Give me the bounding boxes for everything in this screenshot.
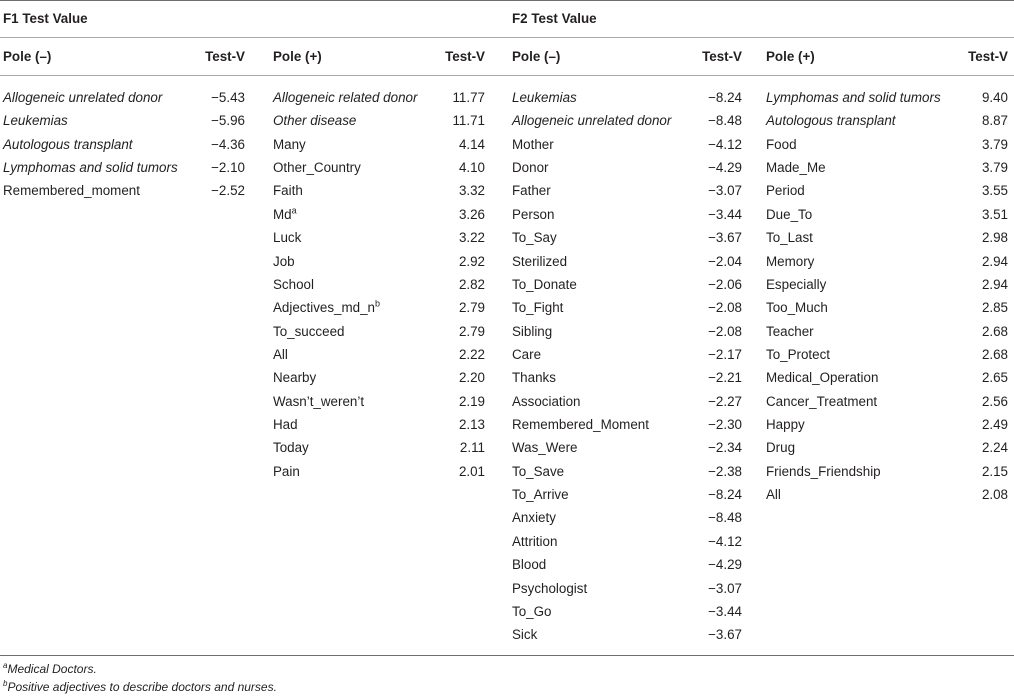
term-cell (512, 416, 702, 439)
test-value-cell: −4.36 (211, 136, 245, 152)
f2-neg-value-column (697, 89, 742, 650)
test-value-cell: 2.20 (458, 370, 485, 386)
test-value-cell: −3.07 (708, 183, 742, 199)
term-cell (273, 253, 448, 276)
term-text: Lymphomas and solid tumors (3, 160, 178, 176)
term-text: Cancer_Treatment (766, 393, 878, 409)
test-value-cell: −2.06 (708, 276, 742, 292)
term-text: Sibling (512, 323, 553, 339)
term-text: Today (273, 440, 309, 456)
term-cell (766, 486, 961, 509)
term-cell (273, 346, 448, 369)
term-cell (512, 182, 702, 205)
test-value-cell: −8.48 (708, 113, 742, 129)
term-cell (273, 299, 448, 322)
term-text: To_Go (512, 603, 552, 619)
test-value-cell: 3.26 (458, 206, 485, 222)
term-text: School (273, 276, 314, 292)
test-value-cell: 2.08 (981, 487, 1008, 503)
term-cell (766, 253, 961, 276)
term-cell (273, 112, 448, 135)
term-cell (766, 276, 961, 299)
test-value-cell: 3.22 (458, 230, 485, 246)
test-value-cell: 9.40 (981, 90, 1008, 105)
table-bottom-rule (0, 655, 1014, 656)
term-text: Many (273, 136, 306, 152)
term-text: To_Say (512, 230, 557, 246)
term-cell (273, 439, 448, 462)
term-cell (512, 206, 702, 229)
term-cell (512, 136, 702, 159)
f2-neg-term-column (512, 89, 702, 650)
term-text: Luck (273, 230, 302, 246)
term-cell (512, 89, 702, 112)
term-text: Person (512, 206, 555, 222)
term-cell (273, 416, 448, 439)
term-cell (512, 463, 702, 486)
term-cell (512, 299, 702, 322)
term-cell (3, 159, 198, 182)
f1-header-pole-pos: Pole (+) (273, 49, 322, 64)
test-value-cell: −8.24 (708, 90, 742, 105)
f2-header-pole-pos: Pole (+) (766, 49, 815, 64)
term-text: Nearby (273, 370, 317, 386)
term-cell (512, 580, 702, 603)
term-cell (766, 206, 961, 229)
test-value-cell: −5.43 (211, 90, 245, 105)
footnote-b (3, 680, 277, 694)
test-value-cell: −2.34 (708, 440, 742, 456)
test-value-cell: 3.79 (981, 160, 1008, 176)
term-text: Pain (273, 463, 300, 479)
test-value-cell: 2.56 (981, 393, 1008, 409)
test-value-cell: 11.77 (452, 90, 485, 105)
term-text: Allogeneic unrelated donor (3, 90, 163, 105)
test-value-cell: 2.92 (458, 253, 485, 269)
term-text: Remembered_Moment (512, 417, 649, 433)
test-value-cell: 4.10 (458, 160, 485, 176)
term-cell (766, 112, 961, 135)
test-value-cell: −2.08 (708, 300, 742, 316)
test-value-cell: 2.01 (458, 463, 485, 479)
footnote-mark: b (3, 679, 8, 688)
test-value-cell: 2.11 (459, 440, 485, 456)
footnote-text: Positive adjectives to describe doctors and nurses. (7, 680, 277, 694)
f1-neg-value-column (200, 89, 245, 206)
term-text: Wasn’t_weren’t (273, 393, 365, 409)
term-cell (766, 439, 961, 462)
term-cell (273, 323, 448, 346)
test-value-cell: −4.29 (708, 557, 742, 573)
term-cell (766, 89, 961, 112)
term-text: Autologous transplant (3, 136, 133, 152)
term-text: Mother (512, 136, 554, 152)
term-text: Blood (512, 557, 547, 573)
test-value-cell: 2.13 (458, 417, 485, 433)
f1-pos-value-column (440, 89, 485, 486)
term-text: To_Last (766, 230, 813, 246)
term-text: Medical_Operation (766, 370, 879, 386)
term-cell (766, 369, 961, 392)
term-cell (512, 276, 702, 299)
footnote-text: Medical Doctors. (7, 662, 97, 676)
term-text: Anxiety (512, 510, 556, 526)
test-value-cell: −3.44 (708, 206, 742, 222)
term-cell (512, 556, 702, 579)
test-value-cell: −2.10 (211, 160, 245, 176)
test-value-cell: 2.24 (981, 440, 1008, 456)
test-value-cell: 2.49 (981, 417, 1008, 433)
test-value-cell: −5.96 (211, 113, 245, 129)
term-text: Thanks (512, 370, 556, 386)
term-text: Faith (273, 183, 303, 199)
term-cell (512, 533, 702, 556)
test-value-cell: −3.07 (708, 580, 742, 596)
term-text: Memory (766, 253, 815, 269)
test-value-cell: −2.27 (708, 393, 742, 409)
test-value-cell: 2.85 (981, 300, 1008, 316)
test-value-cell: 2.22 (458, 346, 485, 362)
term-text: Teacher (766, 323, 814, 339)
term-cell (512, 323, 702, 346)
term-cell (766, 323, 961, 346)
term-cell (273, 89, 448, 112)
term-cell (766, 229, 961, 252)
term-text: Happy (766, 417, 805, 433)
footnote-a (3, 662, 97, 676)
term-cell (766, 416, 961, 439)
f1-neg-term-column (3, 89, 198, 206)
test-value-cell: −2.08 (708, 323, 742, 339)
term-text: Donor (512, 160, 549, 176)
term-cell (273, 369, 448, 392)
test-value-cell: 3.32 (458, 183, 485, 199)
test-value-cell: 3.55 (981, 183, 1008, 199)
term-cell (273, 393, 448, 416)
term-text: Other disease (273, 113, 357, 129)
test-value-cell: −2.38 (708, 463, 742, 479)
term-text: Sterilized (512, 253, 568, 269)
term-text: Food (766, 136, 797, 152)
header-rule (0, 75, 1014, 76)
test-value-cell: 2.94 (981, 253, 1008, 269)
test-value-cell: −4.29 (708, 160, 742, 176)
term-text: To_Save (512, 463, 565, 479)
group-header-f2: F2 Test Value (512, 11, 597, 26)
test-value-cell: 4.14 (458, 136, 485, 152)
term-text: Especially (766, 276, 827, 292)
term-cell (3, 136, 198, 159)
f2-header-test-v-pos: Test-V (968, 49, 1008, 64)
term-text: To_Arrive (512, 487, 569, 503)
term-cell (512, 509, 702, 532)
term-text: Lymphomas and solid tumors (766, 90, 941, 105)
term-cell (273, 276, 448, 299)
group-rule (0, 37, 1014, 38)
test-value-cell: 2.68 (981, 323, 1008, 339)
term-text: Job (273, 253, 295, 269)
footnote-mark: a (291, 205, 297, 216)
test-value-cell: −2.52 (211, 183, 245, 199)
term-cell (273, 229, 448, 252)
term-cell (273, 136, 448, 159)
term-cell (766, 136, 961, 159)
f2-pos-value-column (963, 89, 1008, 509)
term-text: Care (512, 346, 542, 362)
term-cell (512, 393, 702, 416)
term-cell (766, 463, 961, 486)
test-value-cell: −4.12 (708, 533, 742, 549)
term-cell (512, 626, 702, 649)
term-text: Allogeneic related donor (273, 90, 418, 105)
group-header-f1: F1 Test Value (3, 11, 88, 26)
term-cell (766, 299, 961, 322)
term-cell (766, 182, 961, 205)
term-cell (512, 159, 702, 182)
test-value-cell: 3.51 (981, 206, 1008, 222)
term-cell (273, 206, 448, 229)
term-text: Period (766, 183, 805, 199)
term-cell (766, 346, 961, 369)
term-cell (3, 182, 198, 205)
f1-header-test-v-neg: Test-V (205, 49, 245, 64)
term-cell (273, 159, 448, 182)
term-text: Friends_Friendship (766, 463, 881, 479)
f1-header-pole-neg: Pole (–) (3, 49, 52, 64)
term-text: Father (512, 183, 551, 199)
term-text: All (273, 346, 288, 362)
term-text: Leukemias (3, 113, 68, 129)
term-cell (766, 393, 961, 416)
term-cell (512, 112, 702, 135)
term-cell (273, 463, 448, 486)
test-value-cell: 2.68 (981, 346, 1008, 362)
term-text: Md (273, 206, 292, 222)
f2-header-test-v-neg: Test-V (702, 49, 742, 64)
term-text: Remembered_moment (3, 183, 140, 199)
test-value-cell: 8.87 (981, 113, 1008, 129)
term-cell (512, 369, 702, 392)
term-text: All (766, 487, 781, 503)
term-cell (273, 182, 448, 205)
term-text: Association (512, 393, 581, 409)
test-value-cell: 2.94 (981, 276, 1008, 292)
footnote-mark: b (374, 298, 380, 309)
term-cell (512, 346, 702, 369)
term-cell (512, 229, 702, 252)
term-text: Had (273, 417, 298, 433)
test-value-cell: 2.79 (458, 323, 485, 339)
term-text: Drug (766, 440, 796, 456)
term-cell (512, 603, 702, 626)
term-cell (512, 439, 702, 462)
term-cell (766, 159, 961, 182)
test-value-cell: −8.24 (708, 487, 742, 503)
term-text: Other_Country (273, 160, 361, 176)
test-value-cell: −2.04 (708, 253, 742, 269)
term-text: Too_Much (766, 300, 828, 316)
test-value-cell: 2.98 (981, 230, 1008, 246)
term-text: Made_Me (766, 160, 826, 176)
test-value-cell: 2.79 (458, 300, 485, 316)
term-text: Attrition (512, 533, 558, 549)
term-cell (512, 253, 702, 276)
f1-pos-term-column (273, 89, 448, 486)
test-value-cell: 2.19 (458, 393, 485, 409)
test-value-cell: 2.82 (458, 276, 485, 292)
term-text: Allogeneic unrelated donor (512, 113, 672, 129)
f2-pos-term-column (766, 89, 961, 509)
test-value-cell: −3.44 (708, 603, 742, 619)
term-text: Adjectives_md_n (273, 300, 375, 316)
test-value-cell: 11.71 (452, 113, 485, 129)
term-text: To_Donate (512, 276, 577, 292)
test-value-cell: 3.79 (981, 136, 1008, 152)
test-value-cell: −2.21 (708, 370, 742, 386)
term-text: To_Protect (766, 346, 831, 362)
term-text: Was_Were (512, 440, 578, 456)
term-text: To_succeed (273, 323, 345, 339)
test-value-cell: −2.17 (708, 346, 742, 362)
f2-header-pole-neg: Pole (–) (512, 49, 561, 64)
term-text: Leukemias (512, 90, 577, 105)
term-text: Sick (512, 627, 538, 643)
term-text: Due_To (766, 206, 813, 222)
term-text: To_Fight (512, 300, 564, 316)
table-top-rule (0, 0, 1014, 1)
f1-header-test-v-pos: Test-V (445, 49, 485, 64)
test-value-cell: −2.30 (708, 417, 742, 433)
test-value-cell: −8.48 (708, 510, 742, 526)
term-cell (3, 112, 198, 135)
test-value-cell: −4.12 (708, 136, 742, 152)
test-value-cell: −3.67 (708, 627, 742, 643)
term-text: Psychologist (512, 580, 588, 596)
footnote-mark: a (3, 661, 8, 670)
test-value-cell: 2.65 (981, 370, 1008, 386)
test-value-cell: −3.67 (708, 230, 742, 246)
term-cell (3, 89, 198, 112)
term-text: Autologous transplant (766, 113, 896, 129)
term-cell (512, 486, 702, 509)
test-value-cell: 2.15 (981, 463, 1008, 479)
